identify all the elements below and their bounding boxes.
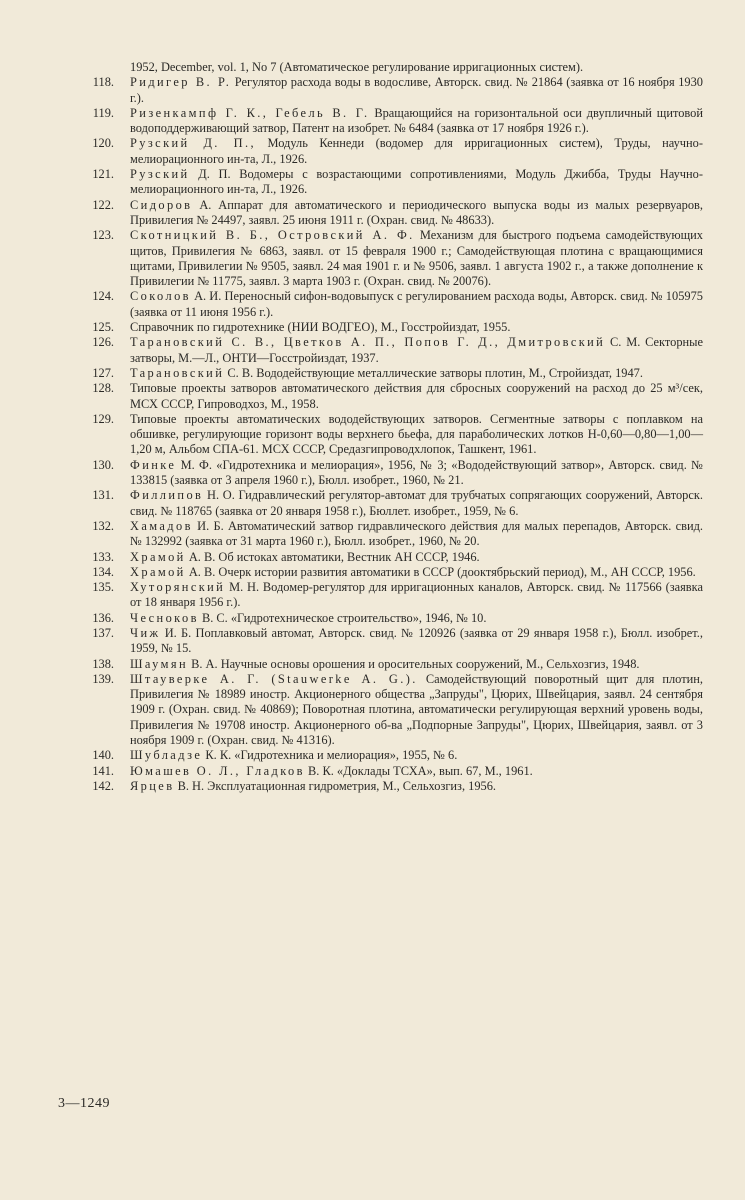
reference-text: Справочник по гидротехнике (НИИ ВОДГЕО), М., Госстройиздат, 1955. — [130, 320, 511, 335]
reference-number: 142. — [92, 778, 114, 793]
reference-item — [48, 550, 703, 565]
reference-number: 126. — [92, 335, 114, 350]
reference-text: В. Н. Эксплуатационная гидрометрия, М., Сельхозгиз, 1956. — [177, 778, 497, 793]
reference-text: К. К. «Гидротехника и мелиорация», 1955, № 6. — [205, 748, 458, 763]
reference-item — [48, 289, 703, 320]
reference-number: 135. — [92, 580, 114, 595]
reference-number: 129. — [92, 411, 114, 426]
reference-text: Типовые проекты затворов автоматического действия для сбросных сооружений на расход до 25 м³/сек, МСХ СССР, Гипроводхоз, М., 1958. — [130, 381, 703, 411]
reference-author: Храмой — [130, 564, 186, 579]
reference-number: 131. — [92, 488, 114, 503]
reference-text: Н. О. Гидравлический регулятор-автомат для трубчатых сопрягающих сооружений, Авторск. свид. № 118765 (заявка от 20 января 1958 г.), Бюллет. изобрет., 1959, № 6. — [130, 488, 703, 518]
reference-item — [48, 611, 703, 626]
reference-number: 132. — [92, 518, 114, 533]
reference-author: Рузский Д. П., — [130, 136, 257, 151]
reference-text: М. Ф. «Гидротехника и мелиорация», 1956, № 3; «Вододействующий затвор», Авторск. свид. № 133815 (заявка от 3 апреля 1960 г.), Бюлл. изобрет., 1960, № 21. — [130, 457, 703, 488]
reference-item — [48, 779, 703, 794]
reference-text: В. К. «Доклады ТСХА», вып. 67, М., 1961. — [307, 763, 533, 778]
reference-item — [48, 672, 703, 748]
reference-text: М. Н. Водомер-регулятор для ирригационных каналов, Авторск. свид. № 117566 (заявка от 18 января 1956 г.). — [130, 580, 703, 610]
reference-number: 122. — [92, 197, 114, 212]
reference-text: С. М. Секторные затворы, М.—Л., ОНТИ—Госстройиздат, 1937. — [130, 335, 703, 365]
reference-number: 133. — [92, 549, 114, 564]
reference-item — [48, 657, 703, 672]
reference-author: Хуторянский — [130, 580, 226, 595]
reference-number: 136. — [92, 610, 114, 625]
reference-author: Ризенкампф Г. К., Гебель В. Г. — [130, 105, 370, 120]
reference-text: А. Аппарат для автоматического и периодического выпуска воды из малых резервуаров, Привилегия № 24497, заявл. 25 июня 1911 г. (Охран. свид. № 48633). — [130, 197, 703, 227]
reference-text: Типовые проекты автоматических вододействующих затворов. Сегментные затворы с поплавком на обшивке, регулирующие горизонт воды верхнего бьефа, для параболических лотков Н-0,60—0,80—1,00—1,20 м, Альбом СПА-61. МСХ СССР, Средазгипроводхлопок, Ташкент, 1961. — [130, 411, 703, 457]
reference-item — [48, 136, 703, 167]
reference-text: Д. П. Водомеры с возрастающими сопротивлениями, Модуль Джибба, Труды Научно-мелиорационного ин-та, Л., 1926. — [130, 167, 703, 197]
reference-item — [48, 565, 703, 580]
reference-text: А. И. Переносный сифон-водовыпуск с регулированием расхода воды, Авторск. свид. № 105975 (заявка от 11 июня 1956 г.). — [130, 289, 703, 319]
reference-author: Шаумян — [130, 656, 188, 671]
reference-item — [48, 764, 703, 779]
reference-item — [48, 412, 703, 458]
reference-number: 139. — [92, 671, 114, 686]
reference-text: 1952, December, vol. 1, No 7 (Автоматическое регулирование ирригационных систем). — [130, 60, 584, 74]
reference-author: Тарановский С. В., Цветков А. П., Попов Г. Д., Дмитровский — [130, 335, 606, 350]
reference-number: 119. — [92, 105, 114, 120]
page-folio: 3—1249 — [58, 1096, 110, 1111]
reference-author: Штауверке А. Г. (Stauwerke A. G.). — [130, 671, 418, 686]
reference-text: Вращающийся на горизонтальной оси двупличный щитовой водоподдерживающий затвор, Патент на изобрет. № 6484 (заявка от 17 ноября 1926 г.). — [130, 105, 703, 136]
reference-text: С. В. Вододействующие металлические затворы плотин, М., Стройиздат, 1947. — [227, 365, 643, 380]
reference-number: 125. — [92, 320, 114, 335]
reference-author: Филлипов — [130, 488, 204, 503]
reference-number: 127. — [92, 365, 114, 380]
reference-author: Сидоров — [130, 197, 193, 212]
reference-text: А. В. Об истоках автоматики, Вестник АН СССР, 1946. — [188, 549, 480, 564]
reference-item — [48, 167, 703, 198]
reference-author: Храмой — [130, 549, 186, 564]
reference-author: Скотницкий В. Б., Островский А. Ф. — [130, 228, 415, 243]
reference-author: Ридигер В. Р. — [130, 75, 232, 90]
reference-text: Механизм для быстрого подъема самодействующих щитов, Привилегия № 6863, заявл. от 15 февраля 1900 г.; Самодействующая плотина с вращающимися щитами, Привилегии № 9505, заявл. 24 мая 1901 г. и № 9506, заявл. 1 августа 1902 г., а также дополнение к Привилегии № 11775, заявл. 3 марта 1903 г. (Охран. свид. № 20076). — [130, 228, 703, 289]
reference-item — [48, 228, 703, 289]
reference-item — [48, 626, 703, 657]
reference-author: Чиж — [130, 625, 161, 640]
reference-item — [48, 580, 703, 611]
reference-number: 120. — [92, 136, 114, 151]
reference-text: Самодействующий поворотный щит для плотин, Привилегия № 18989 иностр. Акционерного общества „Запруды", Цюрих, Швейцария, заявл. 24 сентября 1909 г. (Охран. свид. № 40869); Поворотная плотина, автоматически регулирующая верхний уровень воды, Привилегия № 19708 иностр. Акционерного об-ва „Подпорные Запруды", Цюрих, Швейцария, заявл. от 3 ноября 1909 г. (Охран. свид. № 41316). — [130, 671, 703, 748]
reference-text: И. Б. Поплавковый автомат, Авторск. свид. № 120926 (заявка от 29 января 1958 г.), Бюлл. изобрет., 1959, № 15. — [130, 625, 703, 656]
reference-author: Соколов — [130, 289, 191, 304]
reference-text: В. С. «Гидротехническое строительство», 1946, № 10. — [201, 610, 487, 625]
reference-number: 134. — [92, 564, 114, 579]
reference-text: Модуль Кеннеди (водомер для ирригационных систем), Труды, научно-мелиорационного ин-та, Л., 1926. — [130, 136, 703, 166]
reference-author: Юмашев О. Л., Гладков — [130, 763, 305, 778]
reference-number: 121. — [92, 167, 114, 182]
reference-number: 138. — [92, 656, 114, 671]
reference-list — [48, 60, 703, 794]
reference-author: Хамадов — [130, 518, 193, 533]
reference-number: 130. — [92, 457, 114, 472]
reference-number: 123. — [92, 228, 114, 243]
reference-number: 137. — [92, 625, 114, 640]
reference-text: А. В. Очерк истории развития автоматики в СССР (дооктябрьский период), М., АН СССР, 1956. — [188, 564, 696, 579]
reference-author: Тарановский — [130, 365, 225, 380]
reference-item — [48, 106, 703, 137]
reference-item — [48, 60, 703, 75]
reference-author: Финке — [130, 457, 177, 472]
reference-author: Ярцев — [130, 778, 175, 793]
reference-author: Шубладзе — [130, 748, 203, 763]
reference-text: И. Б. Автоматический затвор гидравлического действия для малых перепадов, Авторск. свид. № 132992 (заявка от 31 марта 1960 г.), Бюлл. изобрет., 1960, № 20. — [130, 518, 703, 549]
reference-item — [48, 458, 703, 489]
reference-item — [48, 748, 703, 763]
reference-number: 141. — [92, 763, 114, 778]
reference-item — [48, 381, 703, 412]
reference-item — [48, 320, 703, 335]
reference-number: 124. — [92, 289, 114, 304]
reference-item — [48, 519, 703, 550]
reference-item — [48, 366, 703, 381]
reference-item — [48, 75, 703, 106]
reference-item — [48, 488, 703, 519]
reference-author: Рузский — [130, 167, 190, 182]
reference-item — [48, 335, 703, 366]
reference-number: 140. — [92, 748, 114, 763]
reference-number: 118. — [92, 75, 114, 90]
reference-number: 128. — [92, 381, 114, 396]
reference-text: Регулятор расхода воды в водосливе, Авторск. свид. № 21864 (заявка от 16 ноября 1930 г.). — [130, 75, 703, 105]
reference-text: В. А. Научные основы орошения и оросительных сооружений, М., Сельхозгиз, 1948. — [191, 656, 640, 671]
reference-author: Чесноков — [130, 610, 199, 625]
reference-item — [48, 198, 703, 229]
